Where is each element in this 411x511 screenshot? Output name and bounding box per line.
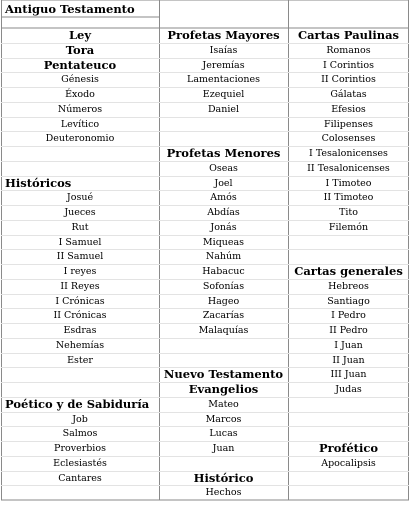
- table-cell: Cantares: [58, 472, 102, 484]
- table-cell: Hebreos: [328, 280, 369, 292]
- table-cell: I Corintios: [323, 59, 374, 71]
- table-cell: I reyes: [63, 266, 97, 277]
- table-cell: Mateo: [208, 398, 239, 410]
- table-title: Antiguo Testamento: [5, 2, 135, 16]
- table-cell: Rut: [71, 221, 89, 233]
- table-cell: Salmos: [62, 428, 98, 440]
- table-cell: Hageo: [207, 295, 240, 307]
- table-cell: Habacuc: [202, 266, 245, 277]
- table-cell: Éxodo: [65, 89, 95, 100]
- table-cell: Josué: [66, 192, 94, 204]
- table-cell: Abdías: [207, 207, 240, 218]
- table-cell: Efesios: [331, 103, 366, 115]
- table-cell: Jueces: [64, 207, 96, 218]
- section-heading: Históricos: [5, 175, 72, 190]
- table-cell: II Reyes: [60, 280, 100, 292]
- table-cell: II Timoteo: [323, 192, 374, 204]
- section-heading: Histórico: [193, 470, 254, 485]
- table-cell: Judas: [335, 384, 362, 395]
- table-cell: III Juan: [330, 369, 367, 381]
- table-cell: Lucas: [209, 428, 238, 440]
- table-cell: Génesis: [61, 74, 99, 86]
- table-cell: II Corintios: [321, 74, 376, 86]
- table-cell: Oseas: [209, 162, 238, 174]
- table-cell: Filemón: [328, 221, 369, 233]
- table-cell: Malaquías: [198, 325, 249, 336]
- table-cell: Ester: [67, 354, 93, 366]
- table-cell: Joel: [214, 177, 233, 189]
- table-cell: Hechos: [205, 487, 242, 499]
- table-cell: Lamentaciones: [187, 74, 260, 86]
- table-cell: Jeremías: [202, 59, 245, 71]
- section-heading: Cartas Paulinas: [297, 28, 400, 42]
- table-cell: Ezequiel: [202, 89, 245, 100]
- table-cell: I Crónicas: [55, 295, 105, 307]
- table-cell: I Timoteo: [325, 177, 372, 189]
- table-cell: Proverbios: [54, 443, 106, 454]
- table-cell: Santiago: [327, 295, 370, 307]
- table-cell: Job: [72, 413, 88, 425]
- section-heading: Pentateuco: [43, 57, 117, 72]
- section-heading: Ley: [68, 28, 92, 42]
- table-cell: Números: [57, 103, 103, 115]
- table-cell: Romanos: [326, 44, 371, 56]
- table-cell: Zacarías: [202, 310, 245, 322]
- table-cell: Tito: [339, 207, 358, 218]
- table-cell: Deuteronomio: [45, 133, 115, 145]
- table-cell: Gálatas: [330, 89, 367, 100]
- table-cell: Marcos: [205, 413, 242, 425]
- section-heading: Cartas generales: [294, 264, 403, 278]
- table-cell: Colosenses: [321, 133, 376, 145]
- table-cell: Filipenses: [324, 118, 373, 130]
- section-heading: Evangelios: [188, 382, 259, 396]
- table-cell: Apocalipsis: [321, 457, 376, 469]
- table-cell: II Crónicas: [53, 310, 107, 322]
- table-cell: I Pedro: [331, 310, 366, 322]
- section-heading: Profético: [319, 441, 378, 455]
- section-heading: Profetas Menores: [166, 146, 281, 160]
- table-cell: Eclesiastés: [53, 457, 107, 469]
- table-cell: Sofonías: [202, 280, 245, 292]
- table-cell: I Juan: [334, 339, 363, 351]
- table-cell: II Pedro: [329, 325, 368, 336]
- table-cell: Jonás: [210, 221, 237, 233]
- table-cell: Nehemías: [55, 339, 105, 351]
- section-heading: Profetas Mayores: [167, 28, 280, 42]
- section-heading: Poético y de Sabiduría: [5, 396, 150, 411]
- table-cell: Nahúm: [205, 251, 242, 263]
- table-cell: Isaías: [209, 44, 238, 56]
- table-cell: II Tesalonicenses: [307, 162, 390, 174]
- table-cell: Esdras: [63, 325, 97, 336]
- table-cell: II Samuel: [56, 251, 104, 263]
- table-cell: Amós: [210, 192, 237, 204]
- table-cell: Juan: [212, 443, 235, 454]
- table-cell: I Samuel: [58, 236, 102, 248]
- section-heading: Nuevo Testamento: [163, 367, 284, 382]
- table-cell: Daniel: [207, 103, 240, 115]
- table-cell: Levítico: [60, 118, 100, 130]
- table-cell: Miqueas: [202, 236, 245, 248]
- bible-books-table: [1, 0, 409, 509]
- table-cell: II Juan: [332, 354, 365, 366]
- section-heading: Tora: [65, 42, 95, 57]
- table-cell: I Tesalonicenses: [309, 148, 388, 159]
